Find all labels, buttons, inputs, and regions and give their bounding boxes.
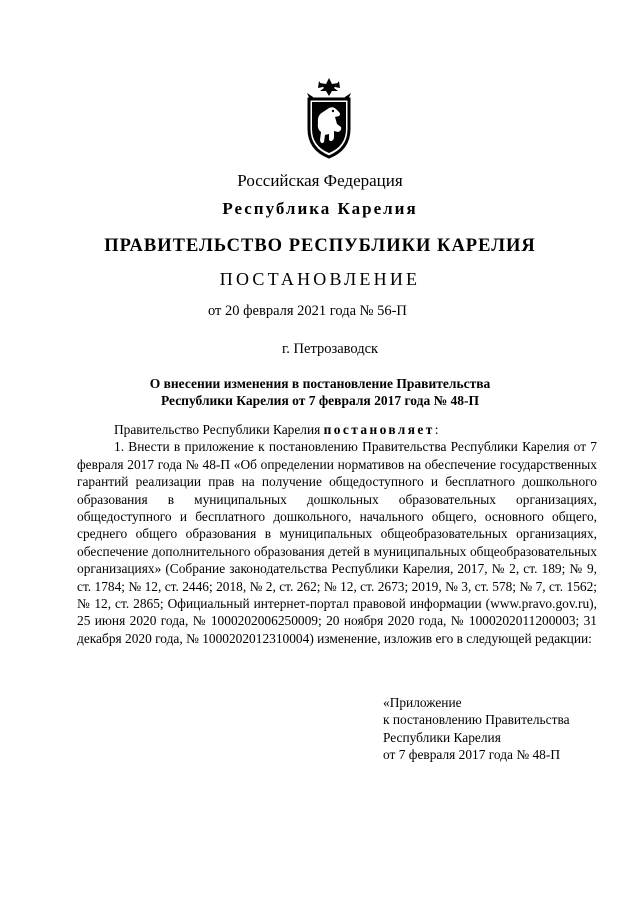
federation-name: Российская Федерация	[237, 171, 403, 190]
appendix-reference	[383, 694, 570, 764]
date-and-number: от 20 февраля 2021 года № 56-П	[208, 303, 407, 319]
document-type: ПОСТАНОВЛЕНИЕ	[219, 269, 421, 289]
document-body	[77, 421, 597, 647]
title-line-2: Республики Карелия от 7 февраля 2017 года № 48-П	[160, 393, 480, 408]
paragraph-1: 1. Внести в приложение к постановлению Правительства Республики Карелия от 7 февраля 2017 года № 48-П «Об определении нормативов на обеспечение государственных гарантий реализации прав на получение общедоступного и бесплатного дошкольного образования в муниципальных дошкольных образовательных организациях, общедоступного и бесплатного дошкольного, начального общего, основного общего, среднего общего образования в муниципальных общеобразовательных организациях, обеспечение дополнительного образования детей в муниципальных общеобразовательных организациях» (Собрание законодательства Республики Карелия, 2017, № 2, ст. 189; № 9, ст. 1784; № 12, ст. 2446; 2018, № 2, ст. 262; № 12, ст. 2673; 2019, № 3, ст. 578; № 7, ст. 1562; № 12, ст. 2865; Официальный интернет-портал правовой информации (www.pravo.gov.ru), 25 июня 2020 года, № 1000202006250009; 20 ноября 2020 года, № 1000202011200003; 31 декабря 2020 года, № 1000202012310004) изменение, изложив его в следующей редакции:	[77, 439, 597, 646]
appendix-line-2: к постановлению Правительства	[383, 712, 570, 728]
republic-name: Республика Карелия	[222, 199, 418, 218]
document-title	[0, 375, 640, 409]
city: г. Петрозаводск	[282, 341, 379, 357]
karelia-coat-of-arms-icon	[299, 77, 359, 159]
preamble	[77, 421, 597, 438]
title-line-1: О внесении изменения в постановление Правительства	[149, 376, 491, 391]
preamble-colon: :	[434, 422, 439, 437]
government-name: ПРАВИТЕЛЬСТВО РЕСПУБЛИКИ КАРЕЛИЯ	[104, 236, 536, 256]
appendix-line-1: «Приложение	[383, 695, 462, 710]
appendix-line-3: Республики Карелия	[383, 729, 501, 745]
preamble-keyword: постановляет	[323, 422, 435, 437]
preamble-text: Правительство Республики Карелия	[114, 422, 324, 437]
appendix-line-4: от 7 февраля 2017 года № 48-П	[383, 747, 560, 763]
